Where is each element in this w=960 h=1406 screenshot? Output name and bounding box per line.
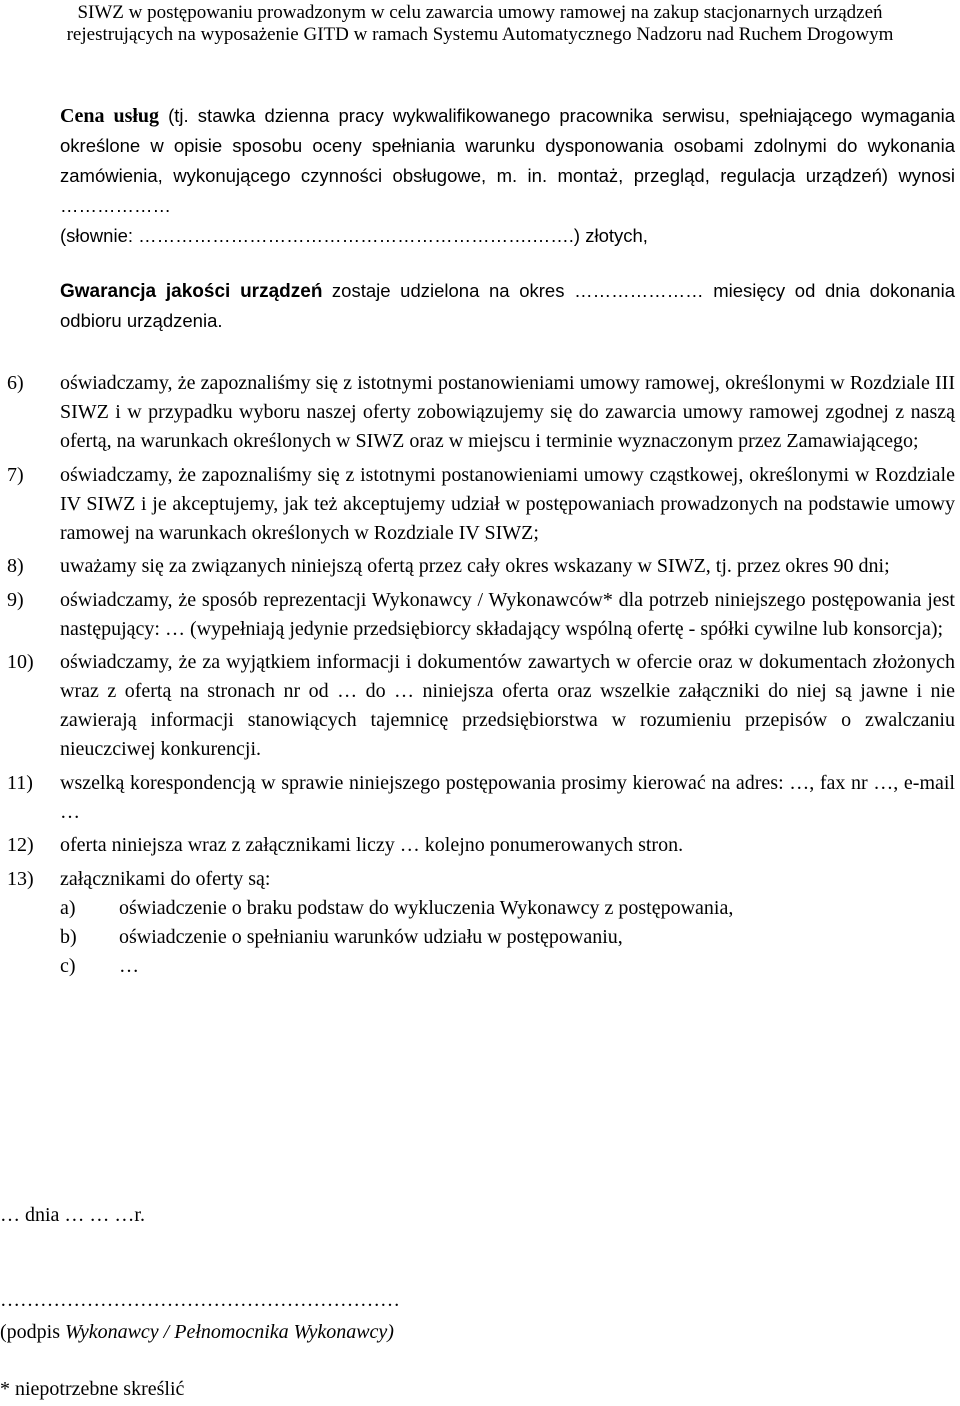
header-line-1: SIWZ w postępowaniu prowadzonym w celu zawarcia umowy ramowej na zakup stacjonarnych urządzeń [77, 2, 883, 23]
signature-dots: …………………………………………………… [0, 1289, 400, 1311]
list-item [0, 831, 955, 860]
warranty-paragraph [60, 276, 955, 336]
attachment-letter: c) [60, 954, 76, 977]
item-text: oświadczamy, że sposób reprezentacji Wykonawcy / Wykonawców* dla potrzeb niniejszego postępowania jest następujący: … (wypełniają jedynie przedsiębiorcy składający wspólną ofertę - spółki cywilne lub konsorcja); [60, 588, 955, 640]
item-text: załącznikami do oferty są: [60, 867, 271, 890]
price-paragraph [60, 101, 955, 251]
list-item [0, 769, 955, 827]
list-item [0, 865, 955, 981]
item-number: 11) [7, 771, 33, 794]
list-item [0, 552, 955, 581]
attachment-letter: b) [60, 925, 77, 948]
attachment-letter: a) [60, 896, 76, 919]
item-number: 13) [7, 867, 34, 890]
item-number: 6) [7, 372, 24, 394]
attachment-item [60, 923, 955, 952]
item-number: 7) [7, 463, 24, 486]
footnote: * niepotrzebne skreślić [0, 1378, 185, 1400]
attachment-text: oświadczenie o spełnianiu warunków udziału w postępowaniu, [119, 925, 623, 948]
date-line: … dnia … … …r. [0, 1204, 145, 1226]
warranty-text: zostaje udzielona na okres ………………… miesięcy od dnia dokonania odbioru urządzenia. [60, 280, 955, 331]
list-item [0, 648, 955, 764]
item-text: oświadczamy, że zapoznaliśmy się z istotnymi postanowieniami umowy cząstkowej, określonymi w Rozdziale IV SIWZ i je akceptujemy, jak też akceptujemy udział w postępowaniach prowadzonych na podstawie umowy ramowej na warunkach określonych w Rozdziale IV SIWZ; [60, 463, 955, 544]
item-text: uważamy się za związanych niniejszą ofertą przez cały okres wskazany w SIWZ, tj. przez okres 90 dni; [60, 555, 890, 577]
warranty-label: Gwarancja jakości urządzeń [60, 281, 323, 302]
price-label: Cena usług [60, 105, 160, 127]
attachment-item [60, 894, 955, 923]
list-item [0, 461, 955, 548]
item-text: oferta niniejsza wraz z załącznikami liczy … kolejno ponumerowanych stron. [60, 834, 684, 856]
item-text: oświadczamy, że za wyjątkiem informacji i dokumentów zawartych w ofercie oraz w dokumentach złożonych wraz z ofertą na stronach nr od … do … niniejsza oferta oraz wszelkie załączniki do niej są jawne i nie zawierają informacji stanowiących tajemnicę przedsiębiorstwa w rozumieniu przepisów o zwalczaniu nieuczciwej konkurencji. [60, 651, 955, 760]
attachment-text: … [119, 954, 139, 977]
list-item [0, 369, 955, 456]
item-text: oświadczamy, że zapoznaliśmy się z istotnymi postanowieniami umowy ramowej, określonymi w Rozdziale III SIWZ i w przypadku wyboru naszej oferty zobowiązujemy się do zawarcia umowy ramowej zgodnej z naszą ofertą, na warunkach określonych w SIWZ oraz w miejscu i terminie wyznaczonym przez Zamawiającego; [60, 372, 955, 452]
list-item [0, 586, 955, 644]
item-number: 8) [7, 555, 24, 577]
declarations-list [0, 369, 955, 985]
price-text: (tj. stawka dzienna pracy wykwalifikowanego pracownika serwisu, spełniającego wymagania określone w opisie sposobu oceny spełniania warunku dysponowania osobami zdolnymi do wykonania zamówienia, wykonującego czynności obsługowe, m. in. montaż, przegląd, regulacja urządzeń) wynosi ……………… [60, 105, 956, 216]
signature-caption-italic: Wykonawcy / Pełnomocnika Wykonawcy) [65, 1321, 394, 1343]
signature-caption-open: (podpis [0, 1321, 65, 1343]
price-in-words: (słownie: ……………………………………………………….…….) złotych, [60, 225, 648, 246]
item-number: 10) [7, 651, 34, 673]
attachment-text: oświadczenie o braku podstaw do wykluczenia Wykonawcy z postępowania, [119, 896, 734, 919]
attachment-item [60, 952, 955, 981]
signature-caption [0, 1318, 394, 1347]
header-line-2: rejestrujących na wyposażenie GITD w ramach Systemu Automatycznego Nadzoru nad Ruchem Drogowym [66, 24, 894, 45]
item-text: wszelką korespondencją w sprawie niniejszego postępowania prosimy kierować na adres: …, fax nr …, e-mail … [60, 771, 955, 823]
item-number: 9) [7, 588, 24, 611]
item-number: 12) [7, 834, 34, 856]
page-header [0, 2, 960, 46]
